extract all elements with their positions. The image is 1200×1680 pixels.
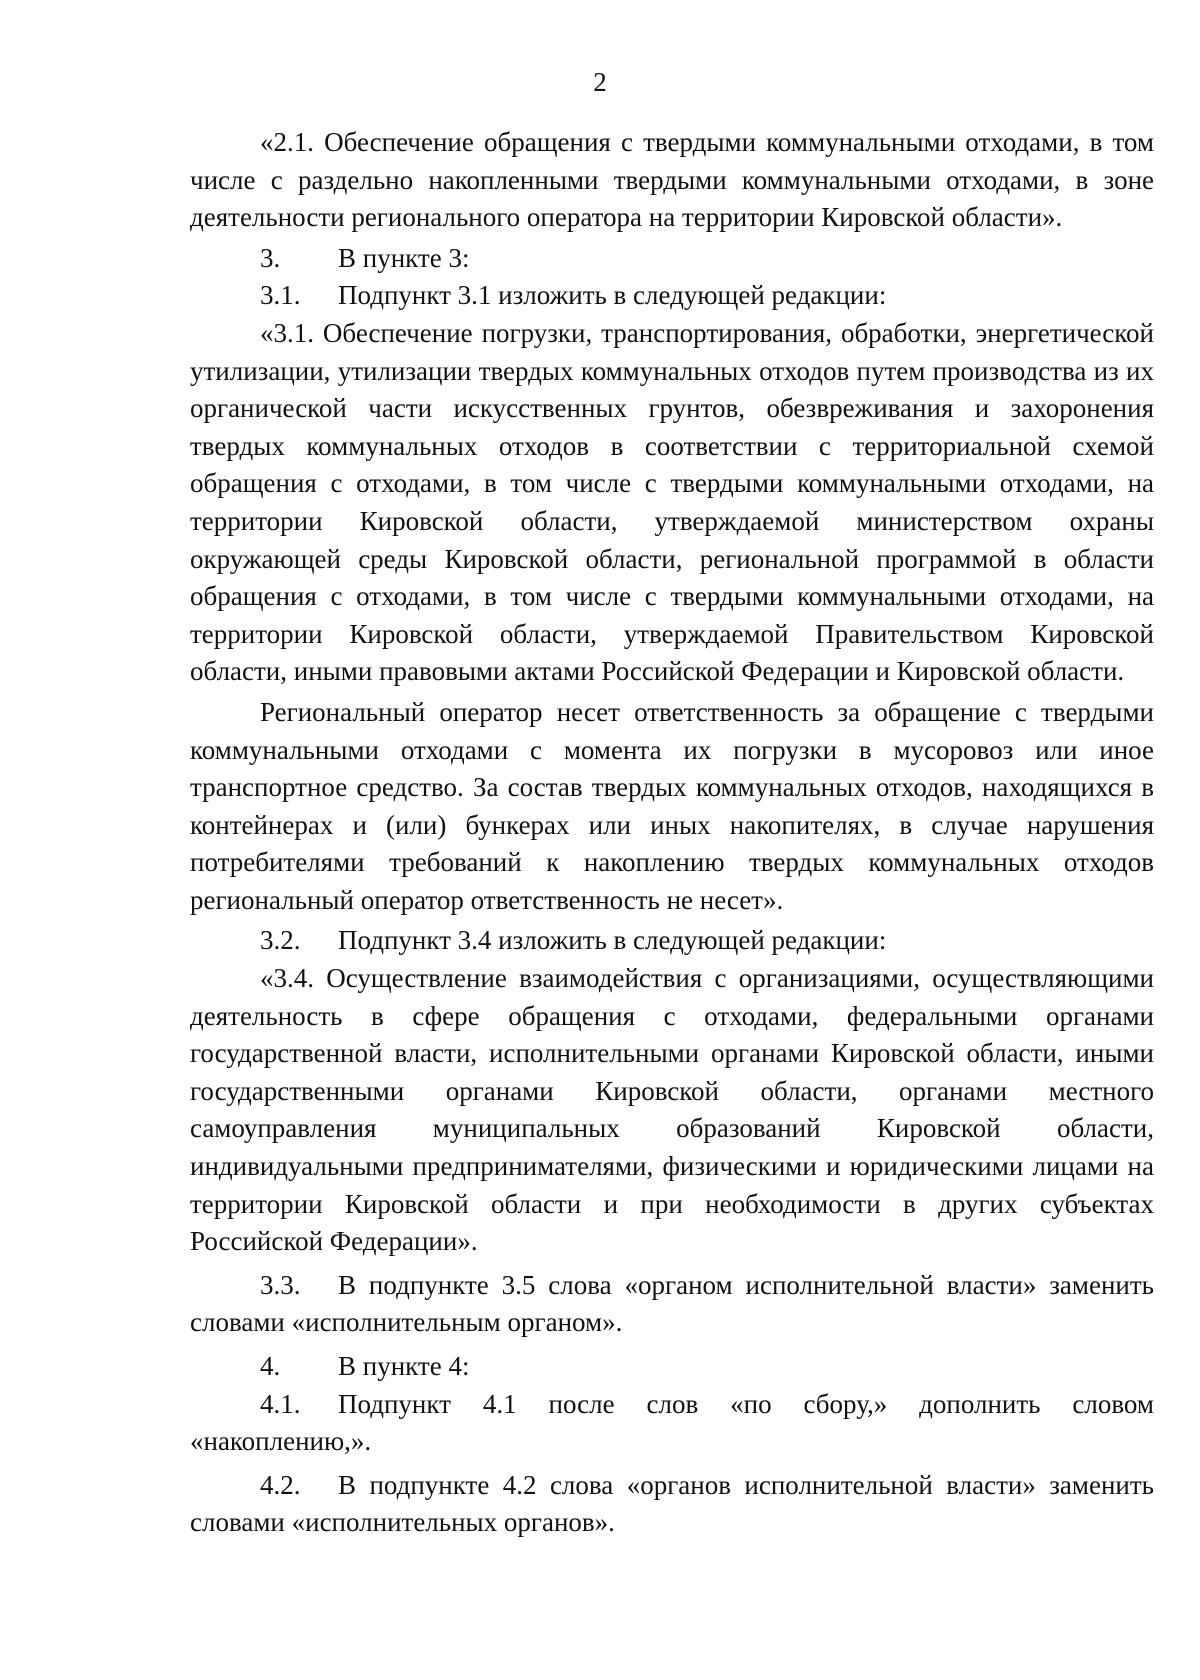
item-number: 4.: [260, 1351, 281, 1381]
item-text: В подпункте 3.5 слова «органом исполнительной власти» заменить словами «исполнительным органом».: [190, 1269, 1154, 1338]
item-number: 4.1.: [260, 1388, 301, 1419]
item-text: Подпункт 4.1 после слов «по сбору,» дополнить словом «накоплению,».: [190, 1388, 1154, 1457]
item-number: 3.2.: [260, 925, 301, 956]
paragraph-item-4: [190, 1348, 1154, 1386]
paragraph-item-4-1: [190, 1386, 1154, 1461]
item-number: 4.2.: [260, 1469, 301, 1500]
paragraph-3-4-quote: «3.4. Осуществление взаимодействия с организациями, осуществляющими деятельность в сфере обращения с отходами, федеральными органами государственной власти, исполнительными органами Кировской области, иными государственными органами Кировской области, органами местного самоуправления муниципальных образований Кировской области, индивидуальными предпринимателями, физическими и юридическими лицами на территории Кировской области и при необходимости в других субъектах Российской Федерации».: [190, 963, 1154, 1257]
page-number: 2: [593, 67, 607, 97]
item-text: В пункте 4:: [338, 1351, 470, 1381]
paragraph-2-1-quote: «2.1. Обеспечение обращения с твердыми коммунальными отходами, в том числе с раздельно накопленными твердыми коммунальными отходами, в зоне деятельности регионального оператора на территории Кировской области».: [190, 127, 1154, 233]
item-text: Подпункт 3.4 изложить в следующей редакции:: [338, 925, 887, 956]
paragraph-item-3-3: [190, 1267, 1154, 1342]
paragraph-item-3-2: [190, 922, 1154, 960]
paragraph-item-3-1: [190, 277, 1154, 315]
paragraph-3-1-quote: «3.1. Обеспечение погрузки, транспортирования, обработки, энергетической утилизации, утилизации твердых коммунальных отходов путем производства из их органической части искусственных грунтов, обезвреживания и захоронения твердых коммунальных отходов в соответствии с территориальной схемой обращения с отходами, в том числе с твердыми коммунальными отходами, на территории Кировской области, утверждаемой министерством охраны окружающей среды Кировской области, региональной программой в области обращения с отходами, в том числе с твердыми коммунальными отходами, на территории Кировской области, утверждаемой Правительством Кировской области, иными правовыми актами Российской Федерации и Кировской области.: [190, 317, 1154, 687]
item-number: 3.: [260, 242, 281, 273]
item-text: Подпункт 3.1 изложить в следующей редакции:: [338, 280, 887, 311]
paragraph-responsibility: Региональный оператор несет ответственность за обращение с твердыми коммунальными отходами с момента их погрузки в мусоровоз или иное транспортное средство. За состав твердых коммунальных отходов, находящихся в контейнерах и (или) бункерах или иных накопителях, в случае нарушения потребителями требований к накоплению твердых коммунальных отходов региональный оператор ответственность не несет».: [190, 696, 1154, 915]
paragraph-item-4-2: [190, 1467, 1154, 1542]
item-text: В пункте 3:: [338, 242, 470, 273]
item-number: 3.1.: [260, 280, 301, 311]
document-body: [190, 124, 1154, 1542]
paragraph-item-3: [190, 240, 1154, 278]
item-number: 3.3.: [260, 1269, 301, 1300]
item-text: В подпункте 4.2 слова «органов исполнительной власти» заменить словами «исполнительных органов».: [190, 1469, 1154, 1538]
